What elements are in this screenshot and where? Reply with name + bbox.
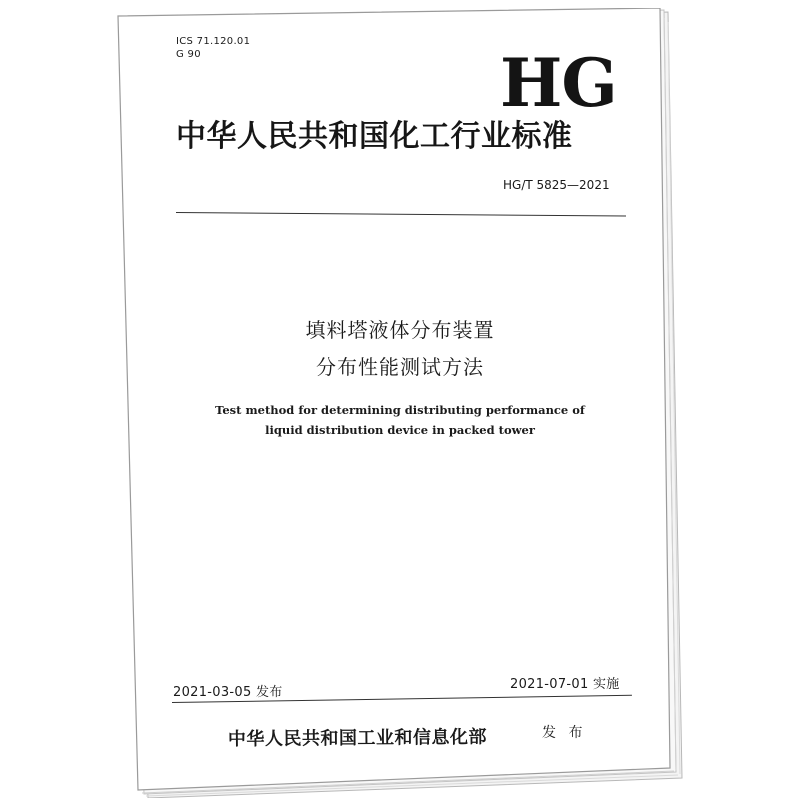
publisher-name: 中华人民共和国工业和信息化部 bbox=[227, 726, 488, 750]
implementation-date: 2021-07-01 实施 bbox=[510, 677, 620, 692]
publish-label: 发 布 bbox=[542, 725, 587, 741]
hg-logo: HG bbox=[500, 44, 617, 122]
issue-date: 2021-03-05 发布 bbox=[173, 685, 283, 700]
title-en-line2: liquid distribution device in packed tower bbox=[265, 423, 535, 437]
title-cn-line1: 填料塔液体分布装置 bbox=[305, 318, 495, 342]
classification-code: G 90 bbox=[176, 49, 201, 60]
title-cn-line2: 分布性能测试方法 bbox=[316, 355, 484, 379]
ics-code: ICS 71.120.01 bbox=[176, 36, 251, 47]
standard-number: HG/T 5825—2021 bbox=[503, 178, 610, 192]
title-en-line1: Test method for determining distributing performance of bbox=[215, 403, 585, 417]
standard-title: 中华人民共和国化工行业标准 bbox=[176, 119, 573, 154]
